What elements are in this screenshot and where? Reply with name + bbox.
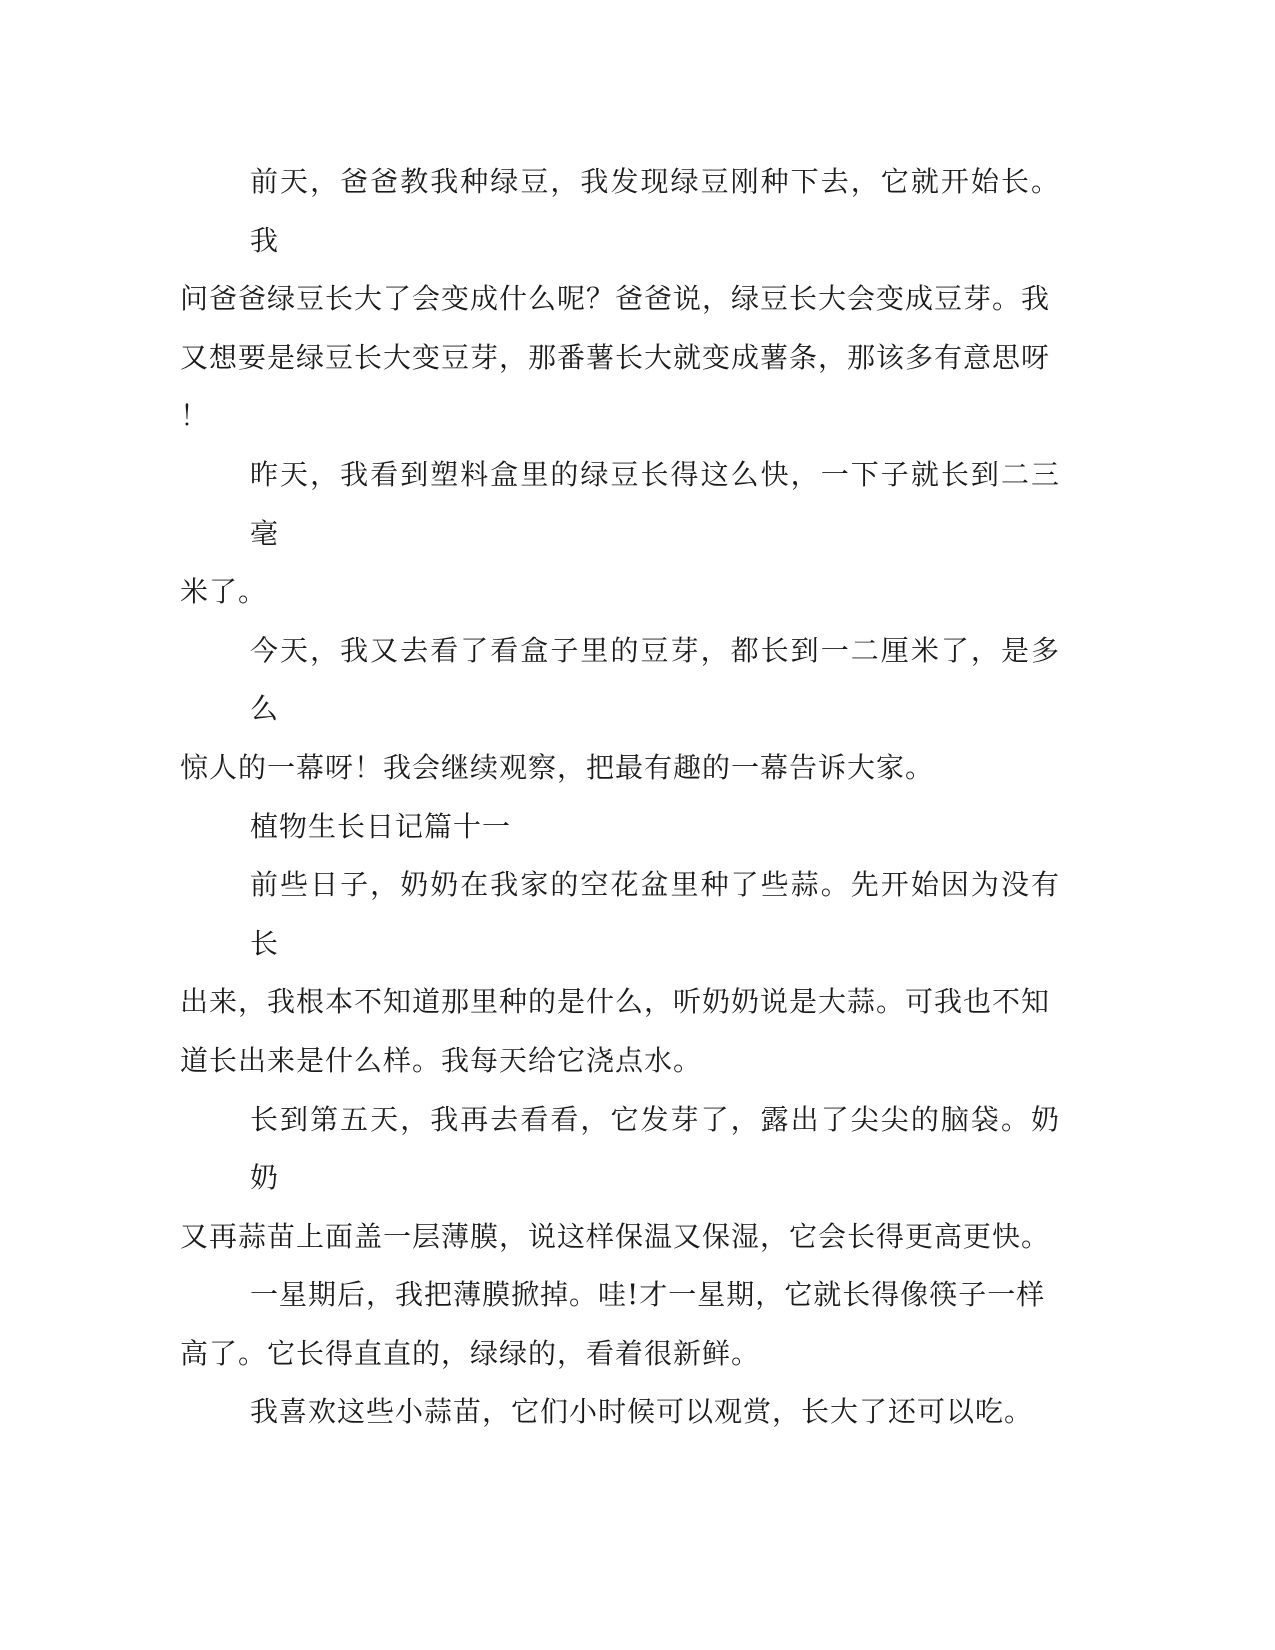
text-line: 米了。: [180, 575, 268, 609]
text-line: 今天，我又去看了看盒子里的豆芽，都长到一二厘米了，是多么: [250, 633, 1060, 726]
paragraph-conclusion: [180, 1383, 1060, 1442]
text-line: 长到第五天，我再去看看，它发芽了，露出了尖尖的脑袋。奶奶: [250, 1102, 1060, 1195]
text-line: 又再蒜苗上面盖一层薄膜，说这样保温又保湿，它会长得更高更快。: [180, 1219, 1051, 1253]
document-body: [180, 153, 1060, 1442]
text-line: 前些日子，奶奶在我家的空花盆里种了些蒜。先开始因为没有长: [250, 868, 1060, 960]
paragraph-mung-bean-day2: [180, 446, 1060, 622]
text-line: 问爸爸绿豆长大了会变成什么呢？爸爸说，绿豆长大会变成豆芽。我: [180, 282, 1051, 316]
text-line: 道长出来是什么样。我每天给它浇点水。: [180, 1043, 703, 1077]
section-title: 植物生长日记篇十一: [250, 809, 512, 843]
text-line: 高了。它长得直直的，绿绿的，看着很新鲜。: [180, 1336, 761, 1370]
paragraph-garlic-planting: [180, 856, 1060, 1090]
section-heading: [180, 798, 1060, 857]
text-line: 又想要是绿豆长大变豆芽，那番薯长大就变成薯条，那该多有意思呀: [180, 340, 1051, 374]
paragraph-mung-bean-day1: [180, 153, 1060, 446]
text-line: ！: [180, 399, 210, 433]
text-line: 出来，我根本不知道那里种的是什么，听奶奶说是大蒜。可我也不知: [180, 985, 1051, 1019]
text-line: 一星期后，我把薄膜掀掉。哇!才一星期，它就长得像筷子一样: [250, 1278, 1046, 1312]
text-line: 昨天，我看到塑料盒里的绿豆长得这么快，一下子就长到二三毫: [250, 457, 1060, 550]
paragraph-mung-bean-day3: [180, 622, 1060, 798]
text-line: 我喜欢这些小蒜苗，它们小时候可以观赏，长大了还可以吃。: [250, 1395, 1034, 1429]
text-line: 前天，爸爸教我种绿豆，我发现绿豆刚种下去，它就开始长。我: [250, 165, 1060, 257]
text-line: 惊人的一幕呀！我会继续观察，把最有趣的一幕告诉大家。: [180, 750, 935, 784]
paragraph-garlic-day5: [180, 1091, 1060, 1267]
paragraph-garlic-week: [180, 1266, 1060, 1383]
